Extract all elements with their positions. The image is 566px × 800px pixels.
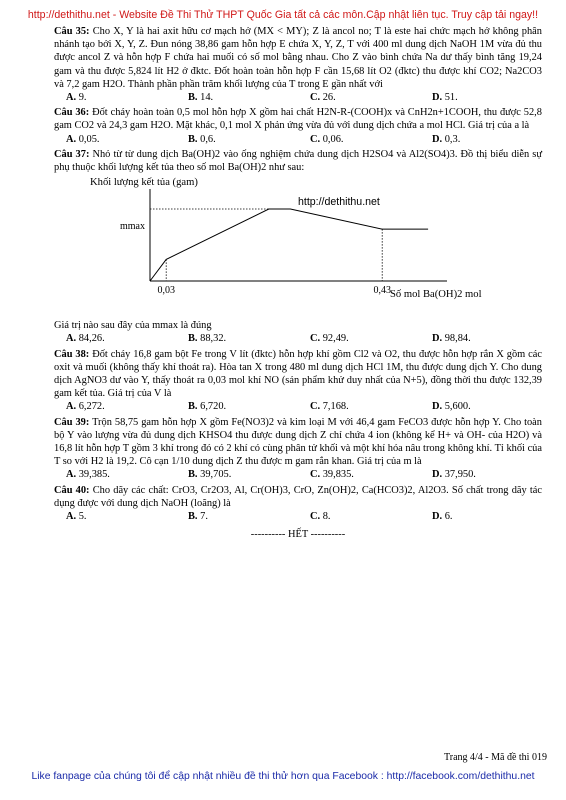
option-c: C. 39,835. bbox=[310, 469, 354, 481]
question-40 bbox=[54, 484, 542, 510]
end-mark: ---------- HẾT ---------- bbox=[250, 529, 346, 541]
question-label: Câu 39: bbox=[54, 416, 90, 428]
option-b: B. 39,705. bbox=[188, 469, 232, 481]
question-text: Đốt cháy 16,8 gam bột Fe trong V lít (đktc) hỗn hợp khí gồm Cl2 và O2, thu được hỗn hợp rắn X gồm các oxit và muối (không thấy khí thoát ra). Hòa tan X trong 480 ml dung dịch HCl 1M, thu được dung dịch Y. Cho dung dịch AgNO3 dư vào Y, thấy thoát ra 0,03 mol khí NO (sản phẩm khử duy nhất của N+5), đồng thời thu được 132,39 gam kết tủa. Giá trị của V là bbox=[54, 348, 542, 400]
question-39 bbox=[54, 416, 542, 469]
option-b: B. 88,32. bbox=[188, 333, 227, 345]
answer-options bbox=[54, 400, 542, 413]
question-label: Câu 38: bbox=[54, 348, 90, 360]
option-d: D. 98,84. bbox=[432, 333, 471, 345]
answer-options bbox=[54, 133, 542, 146]
option-c: C. 8. bbox=[310, 511, 331, 523]
question-text: Đốt cháy hoàn toàn 0,5 mol hỗn hợp X gồm hai chất H2N-R-(COOH)x và CnH2n+1COOH, thu được 52,8 gam CO2 và 24,3 gam H2O. Mặt khác, 0,1 mol X phản ứng vừa đủ với dung dịch chứa a mol HCl. Giá trị của a là bbox=[54, 107, 542, 132]
option-b: B. 0,6. bbox=[188, 133, 216, 145]
option-d: D. 51. bbox=[432, 92, 458, 104]
facebook-footer-banner[interactable]: Like fanpage của chúng tôi để cập nhật nhiều đề thi thử hơn qua Facebook : http://facebook.com/dethithu.net bbox=[31, 771, 535, 782]
option-c: C. 26. bbox=[310, 92, 336, 104]
option-a: A. 5. bbox=[66, 511, 87, 523]
option-a: A. 84,26. bbox=[66, 333, 105, 345]
precipitate-line bbox=[150, 209, 428, 281]
option-d: D. 6. bbox=[432, 511, 453, 523]
x-axis-label: Số mol Ba(OH)2 mol bbox=[390, 289, 482, 301]
question-label: Câu 40: bbox=[54, 484, 90, 496]
question-37 bbox=[54, 148, 542, 174]
option-d: D. 37,950. bbox=[432, 469, 476, 481]
option-d: D. 0,3. bbox=[432, 133, 461, 145]
question-text: Cho dãy các chất: CrO3, Cr2O3, Al, Cr(OH)3, CrO, Zn(OH)2, Ca(HCO3)2, Al2O3. Số chất trong dãy tác dụng được với dung dịch NaOH (loãng) là bbox=[54, 484, 542, 509]
answer-options bbox=[54, 332, 542, 345]
question-38 bbox=[54, 348, 542, 401]
y-marker-label: mmax bbox=[120, 221, 145, 233]
option-c: C. 7,168. bbox=[310, 401, 349, 413]
answer-options bbox=[54, 510, 542, 523]
option-d: D. 5,600. bbox=[432, 401, 471, 413]
option-a: A. 9. bbox=[66, 92, 87, 104]
x-tick-label: 0,03 bbox=[157, 285, 175, 297]
option-b: B. 7. bbox=[188, 511, 208, 523]
precipitate-chart bbox=[54, 175, 542, 317]
option-a: A. 39,385. bbox=[66, 469, 110, 481]
option-b: B. 6,720. bbox=[188, 401, 227, 413]
page-info: Trang 4/4 - Mã đề thi 019 bbox=[444, 752, 547, 763]
option-a: A. 0,05. bbox=[66, 133, 100, 145]
question-label: Câu 35: bbox=[54, 26, 90, 37]
question-text: Trộn 58,75 gam hỗn hợp X gồm Fe(NO3)2 và kim loại M với 46,4 gam FeCO3 được hỗn hợp Y. Cho toàn bộ Y vào lượng vừa đủ dung dịch KHSO4 thu được dung dịch Z chỉ chứa 4 ion (không kể H+ và OH- của H2O) và 16,8 lít hỗn hợp T gồm 3 khí trong đó có 2 khí có cùng phân tử khối và một khí hóa nâu trong không khí. Tỉ khối của T so với H2 là 19,2. Cô cạn 1/10 dung dịch Z thu được m gam rắn khan. Giá trị của m là bbox=[54, 416, 542, 468]
option-c: C. 0,06. bbox=[310, 133, 344, 145]
x-tick-label: 0,43 bbox=[373, 285, 391, 297]
question-label: Câu 36: bbox=[54, 107, 90, 119]
question-text: Cho X, Y là hai axit hữu cơ mạch hở (MX < MY); Z là ancol no; T là este hai chức mạch hở không phân nhánh tạo bởi X, Y, Z. Đun nóng 38,86 gam hỗn hợp E chứa X, Y, Z, T với 400 ml dung dịch NaOH 1M vừa đủ thu được ancol Z và hỗn hợp F chứa hai muối có số mol bằng nhau. Cho Z vào bình chứa Na dư thấy bình tăng 19,24 gam và thu được 5,824 lít H2 ở đktc. Đốt hoàn toàn hỗn hợp F cần 15,68 lít O2 (đktc) thu được khí CO2; Na2CO3 và 7,2 gam H2O. Thành phần phần trăm khối lượng của T trong E gần nhất với bbox=[54, 26, 542, 90]
option-b: B. 14. bbox=[188, 92, 214, 104]
chart-svg bbox=[54, 175, 542, 317]
question-36 bbox=[54, 106, 542, 132]
question-text: Nhỏ từ từ dung dịch Ba(OH)2 vào ống nghiệm chứa dung dịch H2SO4 và Al2(SO4)3. Đồ thị biểu diễn sự phụ thuộc khối lượng kết tủa theo số mol Ba(OH)2 như sau: bbox=[54, 148, 542, 174]
exam-content bbox=[54, 25, 542, 541]
site-header-banner[interactable]: http://dethithu.net - Website Đề Thi Thử THPT Quốc Gia tất cả các môn.Cập nhật liên tục. Truy cập tải ngay!! bbox=[27, 9, 539, 21]
option-a: A. 6,272. bbox=[66, 401, 105, 413]
answer-options bbox=[54, 468, 542, 481]
question-35 bbox=[54, 25, 542, 91]
option-c: C. 92,49. bbox=[310, 333, 349, 345]
question-label: Câu 37: bbox=[54, 148, 90, 160]
question-37-prompt: Giá trị nào sau đây của mmax là đúng bbox=[54, 320, 212, 332]
watermark-text: http://dethithu.net bbox=[298, 196, 380, 209]
answer-options bbox=[54, 91, 542, 104]
y-axis-label: Khối lượng kết tủa (gam) bbox=[90, 177, 198, 189]
